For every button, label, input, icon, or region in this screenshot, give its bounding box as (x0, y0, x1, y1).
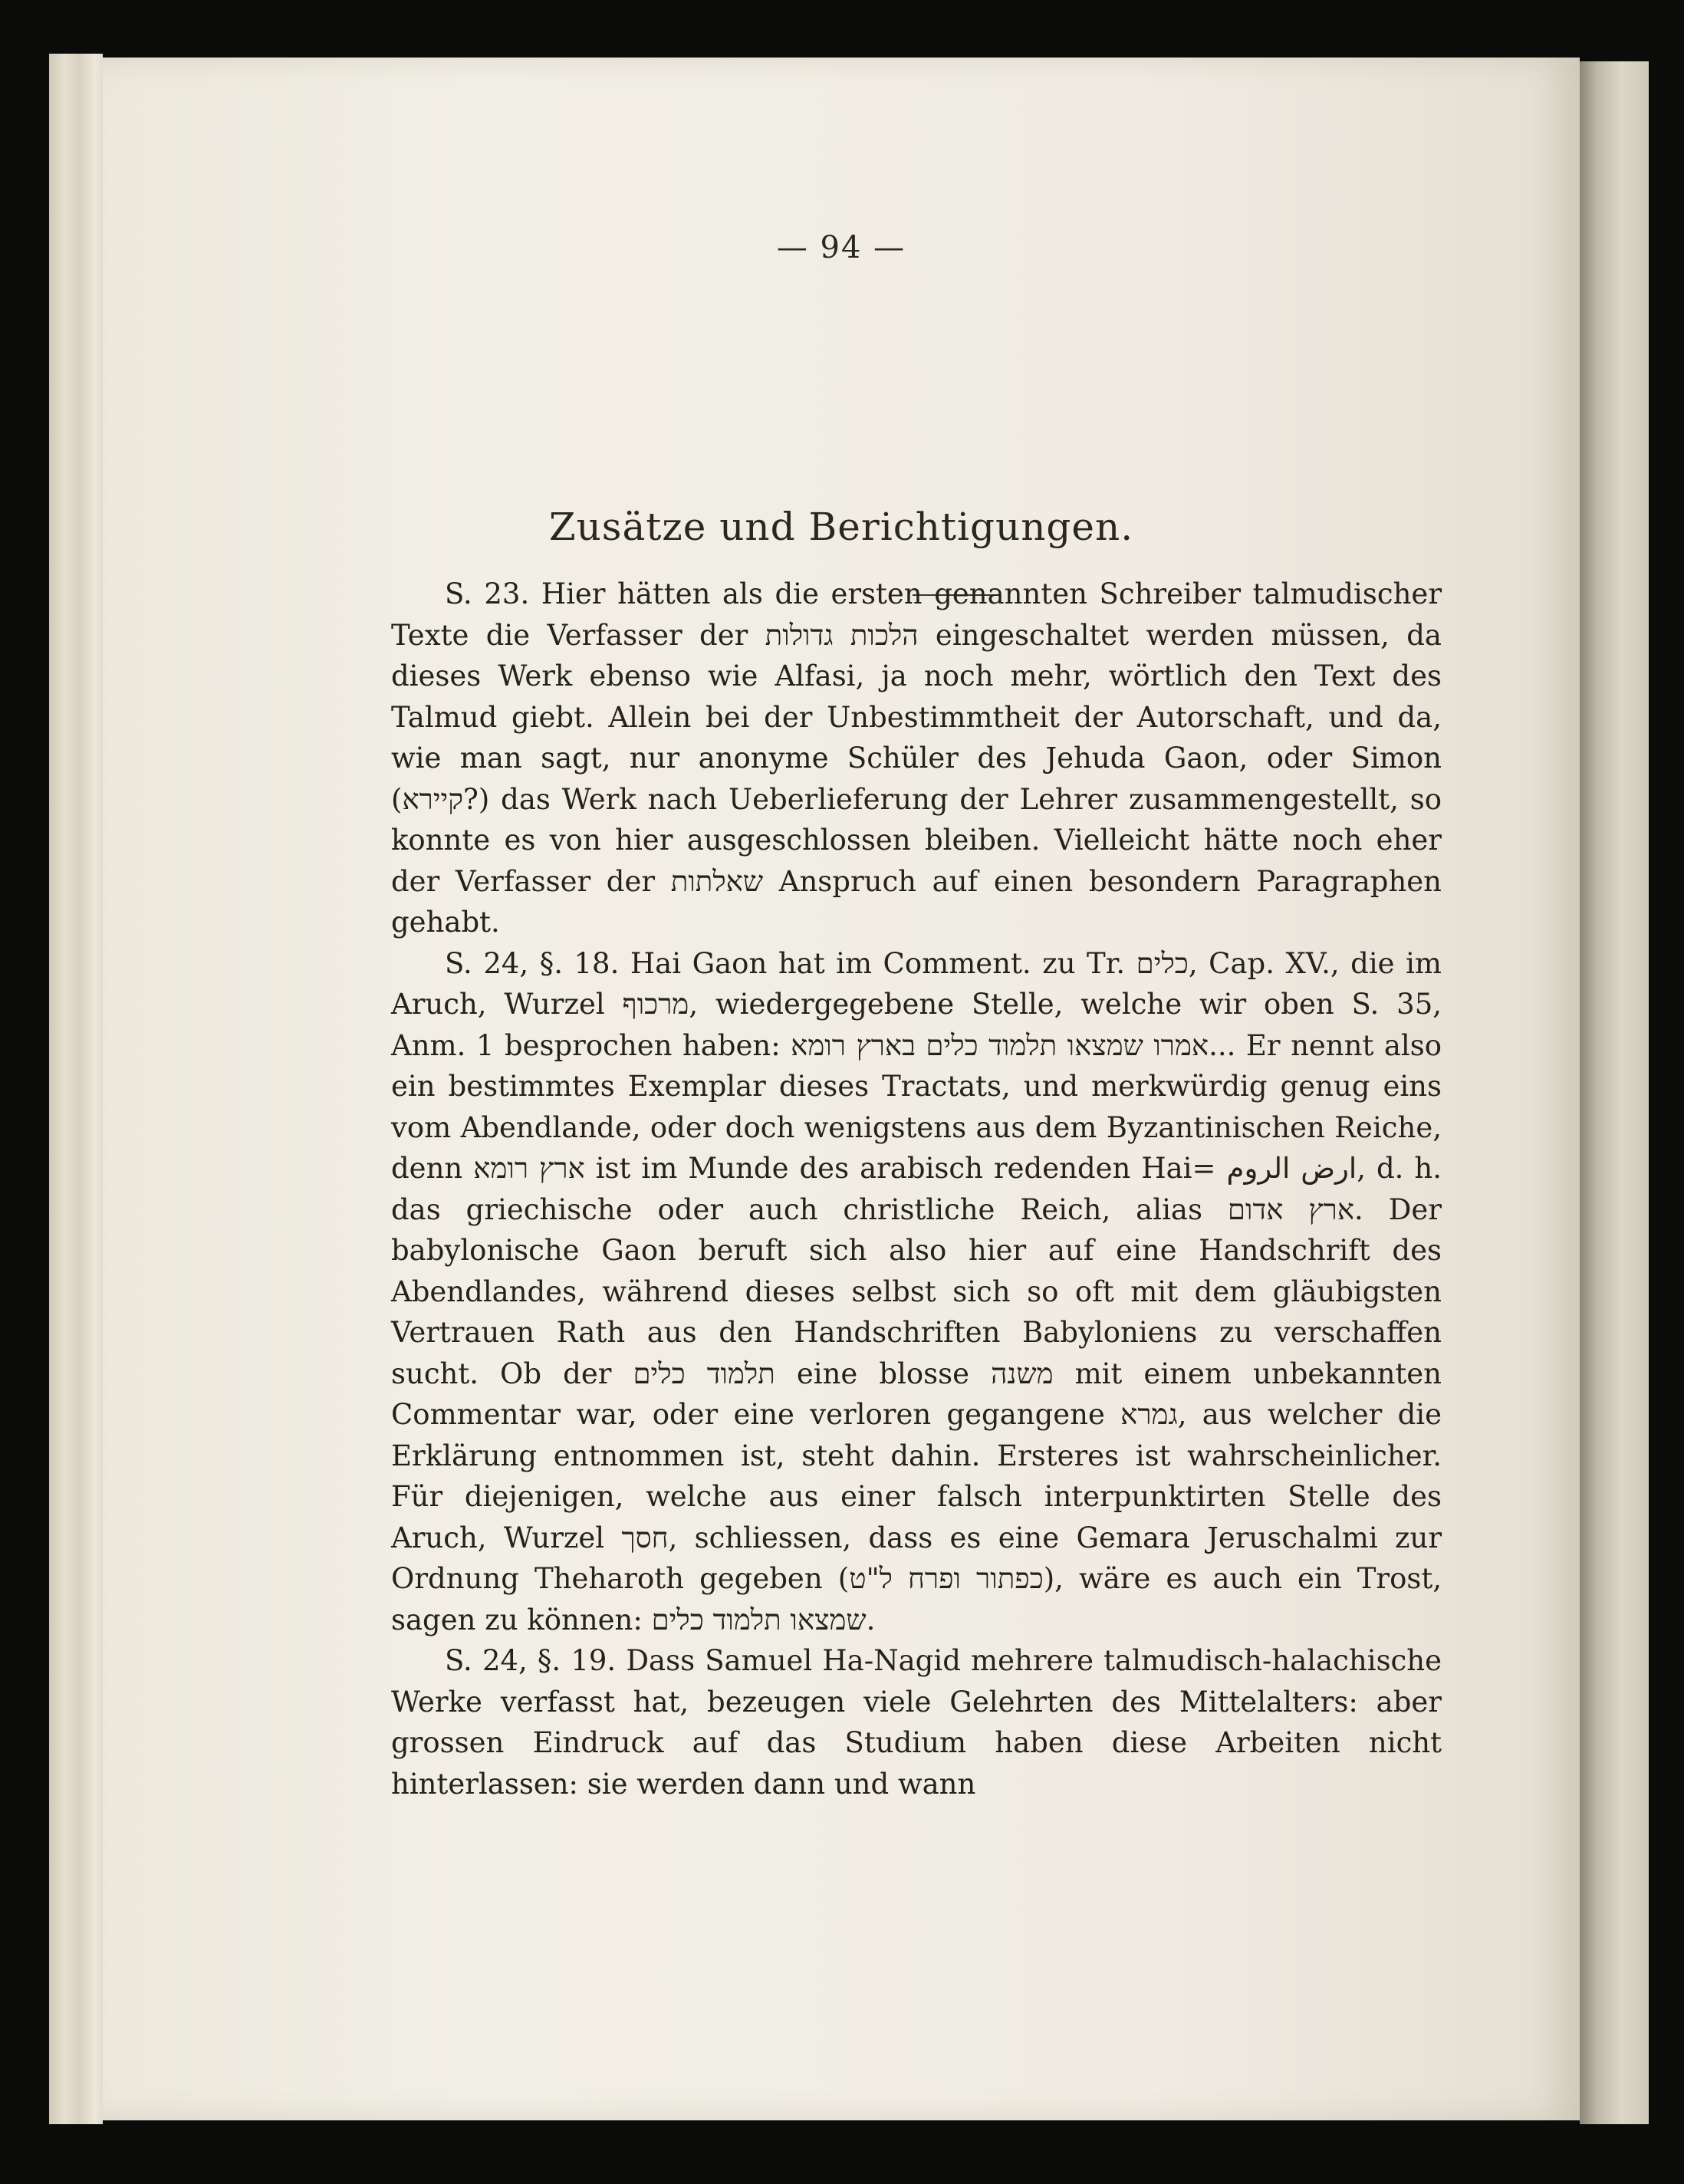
facing-page-edge (1580, 61, 1649, 2124)
paragraph-s23 (391, 574, 1442, 943)
body-text (391, 574, 1442, 1804)
paragraph-ref: S. 23. (445, 577, 530, 610)
paragraph-s24-18 (391, 943, 1442, 1641)
section-heading: Zusätze und Berichtigungen. (548, 505, 1134, 549)
book-page-edges (49, 54, 103, 2124)
paragraph-text: Hai Gaon hat im Comment. zu Tr. כלים, Cap. XV., die im Aruch, Wurzel מרכוף, wiedergegebene Stelle, welche wir oben S. 35, Anm. 1 besprochen haben: אמרו שמצאו תלמוד כלים בארץ רומא... Er nennt also ein bestimmtes Exemplar dieses Tractats, und merkwürdig genug eins vom Abendlande, oder doch wenigstens aus dem Byzantinischen Reiche, denn ארץ רומא ist im Munde des arabisch redenden Hai= ارض الروم, d. h. das griechische oder auch christliche Reich, alias ארץ אדום. Der babylonische Gaon beruft sich also hier auf eine Handschrift des Abendlandes, während dieses selbst sich so oft mit dem gläubigsten Vertrauen Rath aus den Handschriften Babyloniens zu verschaffen sucht. Ob der תלמוד כלים eine blosse משנה mit einem unbekannten Commentar war, oder eine verloren gegangene גמרא, aus welcher die Erklärung entnommen ist, steht dahin. Ersteres ist wahrscheinlicher. Für diejenigen, welche aus einer falsch interpunktirten Stelle des Aruch, Wurzel חסך, schliessen, dass es eine Gemara Jeruschalmi zur Ordnung Theharoth gegeben (כפתור ופרח ל"ט), wäre es auch ein Trost, sagen zu können: שמצאו תלמוד כלים. (391, 946, 1442, 1636)
paragraph-text: Dass Samuel Ha-Nagid mehrere talmudisch-halachische Werke verfasst hat, bezeugen viele Gelehrten des Mittelalters: aber grossen Eindruck auf das Studium haben diese Arbeiten nicht hinterlassen: sie werden dann und wann (391, 1644, 1442, 1801)
paragraph-ref: S. 24, §. 18. (445, 946, 620, 980)
paragraph-text: Hier hätten als die ersten genannten Schreiber talmudischer Texte die Verfasser der הלכות גדולות eingeschaltet werden müssen, da dieses Werk ebenso wie Alfasi, ja noch mehr, wörtlich den Text des Talmud giebt. Allein bei der Unbestimmtheit der Autorschaft, und da, wie man sagt, nur anonyme Schüler des Jehuda Gaon, oder Simon (קיירא?) das Werk nach Ueberlieferung der Lehrer zusammengestellt, so konnte es von hier ausgeschlossen bleiben. Vielleicht hätte noch eher der Verfasser der שאלתות Anspruch auf einen besondern Paragraphen gehabt. (391, 577, 1442, 939)
paragraph-s24-19 (391, 1640, 1442, 1804)
paragraph-ref: S. 24, §. 19. (445, 1644, 617, 1677)
page-number: — 94 — (776, 230, 906, 265)
